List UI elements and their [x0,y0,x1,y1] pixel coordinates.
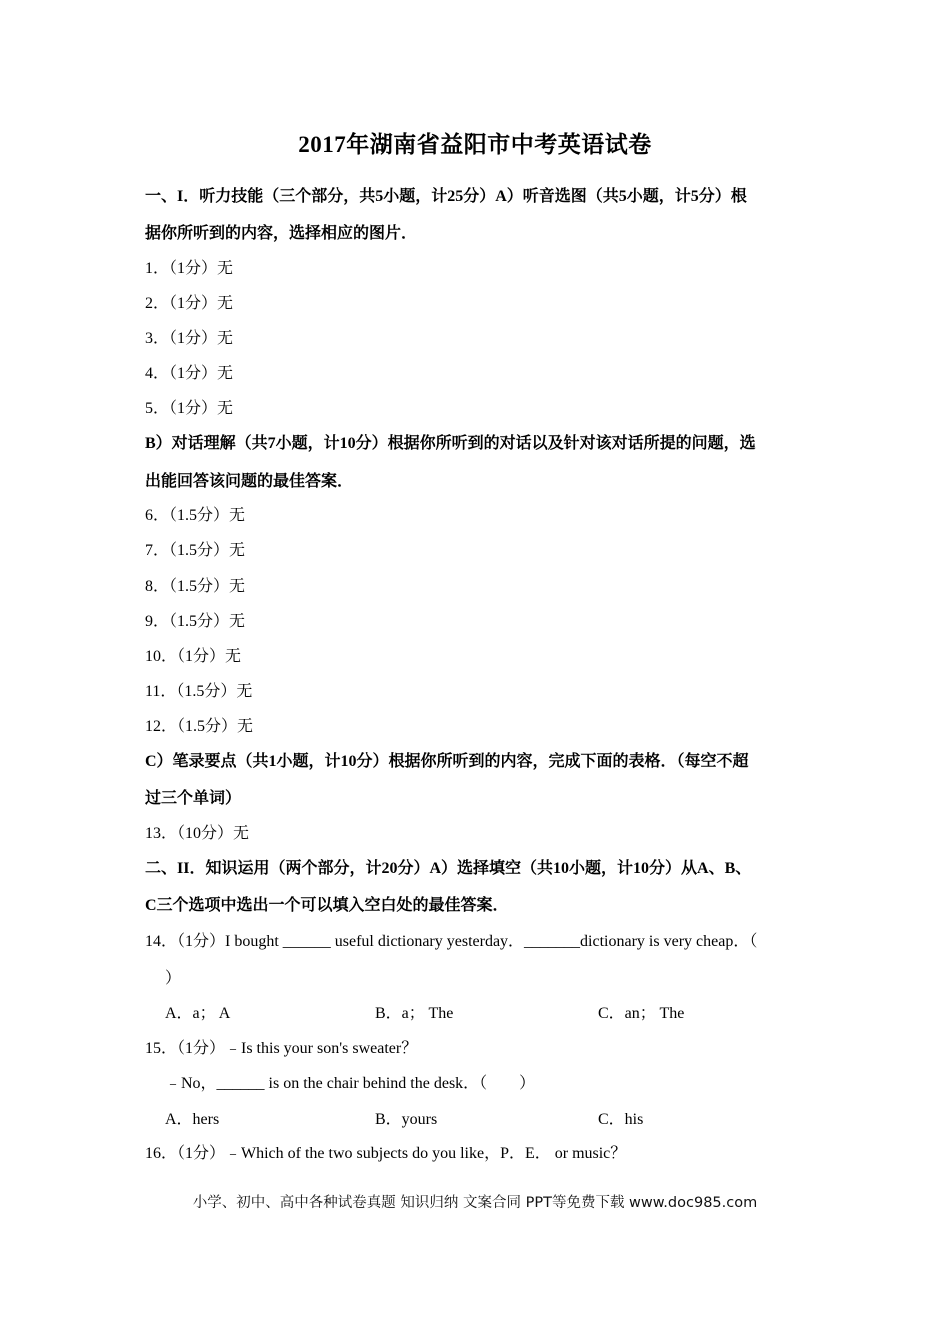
question-6: 6．（1.5分）无 [145,507,246,524]
page-title: 2017年湖南省益阳市中考英语试卷 [298,132,652,157]
question-12: 12．（1.5分）无 [145,718,254,735]
question-3: 3．（1分）无 [145,330,234,347]
question-15-option-a: A．hers [165,1111,220,1128]
question-7: 7．（1.5分）无 [145,542,246,559]
part-c-heading-line2: 过三个单词） [145,790,242,807]
question-16: 16．（1分）﹣Which of the two subjects do you like，P．E． or music？ [145,1145,627,1162]
question-2: 2．（1分）无 [145,295,234,312]
section2-heading-line2: C三个选项中选出一个可以填入空白处的最佳答案． [145,897,509,914]
section2-heading-line1: 二、II．知识运用（两个部分，计20分）A）选择填空（共10小题，计10分）从A、B、 [145,860,752,877]
question-15-option-c: C．his [598,1111,644,1128]
part-b-heading-line2: 出能回答该问题的最佳答案． [145,473,354,490]
question-14-option-c: C．an； The [598,1005,685,1022]
question-11: 11．（1.5分）无 [145,683,253,700]
question-14-answer-bracket: ） [165,970,182,987]
question-15: 15．（1分）﹣Is this your son's sweater？ [145,1040,418,1057]
question-9: 9．（1.5分）无 [145,613,246,630]
question-15-reply: ﹣No，______ is on the chair behind the desk．（ ） [165,1075,536,1092]
question-4: 4．（1分）无 [145,365,234,382]
question-14-option-b: B．a； The [375,1005,454,1022]
question-5: 5．（1分）无 [145,400,234,417]
part-c-heading-line1: C）笔录要点（共1小题，计10分）根据你所听到的内容，完成下面的表格．（每空不超 [145,753,749,770]
footer-ad: 小学、初中、高中各种试卷真题 知识归纳 文案合同 PPT等免费下载 www.doc985.com [192,1195,758,1211]
part-b-heading-line1: B）对话理解（共7小题，计10分）根据你所听到的对话以及针对该对话所提的问题，选 [145,435,756,452]
section1-heading-line2: 据你所听到的内容，选择相应的图片． [145,225,418,242]
question-10: 10．（1分）无 [145,648,242,665]
question-14: 14．（1分）I bought ______ useful dictionary yesterday．_______dictionary is very cheap．（ [145,933,758,950]
question-15-option-b: B．yours [375,1111,438,1128]
question-8: 8．（1.5分）无 [145,578,246,595]
section1-heading-line1: 一、I．听力技能（三个部分，共5小题，计25分）A）听音选图（共5小题，计5分）根 [145,188,747,205]
question-13: 13．（10分）无 [145,825,250,842]
question-1: 1．（1分）无 [145,260,234,277]
question-14-option-a: A．a； A [165,1005,231,1022]
